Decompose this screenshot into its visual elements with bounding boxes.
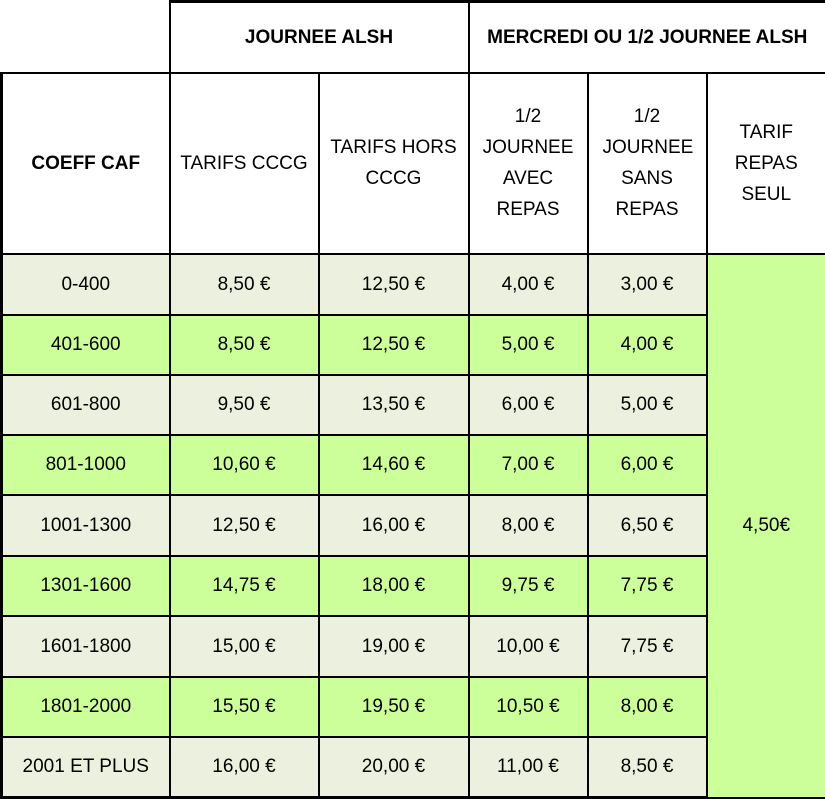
half-avec-repas-cell: 11,00 € <box>469 737 588 798</box>
coeff-cell: 801-1000 <box>2 435 170 495</box>
column-header-row <box>2 73 825 254</box>
tarif-hors-cccg-cell: 16,00 € <box>319 495 469 556</box>
half-avec-repas-cell: 10,50 € <box>469 677 588 737</box>
column-header-coeff: COEFF CAF <box>2 73 170 254</box>
meal-price-cell: 4,50€ <box>707 254 825 798</box>
coeff-cell: 1301-1600 <box>2 556 170 616</box>
corner-blank-cell <box>2 2 170 73</box>
table-row <box>2 375 825 435</box>
tarif-hors-cccg-cell: 12,50 € <box>319 315 469 375</box>
group-header-mercredi: MERCREDI OU 1/2 JOURNEE ALSH <box>469 2 825 73</box>
tarif-hors-cccg-cell: 18,00 € <box>319 556 469 616</box>
table-row <box>2 315 825 375</box>
tariff-rows <box>2 254 825 798</box>
column-header-tarifs-cccg: TARIFS CCCG <box>170 73 319 254</box>
column-header-tarifs-hors-cccg: TARIFS HORS CCCG <box>319 73 469 254</box>
tarif-cccg-cell: 8,50 € <box>170 254 319 315</box>
half-sans-repas-cell: 8,50 € <box>588 737 707 798</box>
coeff-cell: 2001 ET PLUS <box>2 737 170 798</box>
half-avec-repas-cell: 7,00 € <box>469 435 588 495</box>
tarif-cccg-cell: 16,00 € <box>170 737 319 798</box>
coeff-cell: 1001-1300 <box>2 495 170 556</box>
half-sans-repas-cell: 5,00 € <box>588 375 707 435</box>
table-row <box>2 556 825 616</box>
column-header-half-sans-repas: 1/2 JOURNEE SANS REPAS <box>588 73 707 254</box>
half-sans-repas-cell: 7,75 € <box>588 556 707 616</box>
tarif-hors-cccg-cell: 13,50 € <box>319 375 469 435</box>
half-sans-repas-cell: 8,00 € <box>588 677 707 737</box>
tarif-cccg-cell: 14,75 € <box>170 556 319 616</box>
tarif-cccg-cell: 9,50 € <box>170 375 319 435</box>
table-row <box>2 495 825 556</box>
group-header-journee: JOURNEE ALSH <box>170 2 469 73</box>
table-row <box>2 616 825 677</box>
half-sans-repas-cell: 4,00 € <box>588 315 707 375</box>
half-sans-repas-cell: 7,75 € <box>588 616 707 677</box>
half-avec-repas-cell: 5,00 € <box>469 315 588 375</box>
tarif-hors-cccg-cell: 14,60 € <box>319 435 469 495</box>
group-header-row <box>2 2 825 73</box>
tarif-hors-cccg-cell: 19,00 € <box>319 616 469 677</box>
half-avec-repas-cell: 8,00 € <box>469 495 588 556</box>
half-avec-repas-cell: 4,00 € <box>469 254 588 315</box>
coeff-cell: 601-800 <box>2 375 170 435</box>
tarif-cccg-cell: 10,60 € <box>170 435 319 495</box>
coeff-cell: 401-600 <box>2 315 170 375</box>
coeff-cell: 0-400 <box>2 254 170 315</box>
table-row <box>2 677 825 737</box>
half-avec-repas-cell: 9,75 € <box>469 556 588 616</box>
half-avec-repas-cell: 6,00 € <box>469 375 588 435</box>
half-sans-repas-cell: 6,50 € <box>588 495 707 556</box>
tarif-cccg-cell: 15,00 € <box>170 616 319 677</box>
table-row <box>2 737 825 798</box>
tarif-cccg-cell: 12,50 € <box>170 495 319 556</box>
tarif-hors-cccg-cell: 12,50 € <box>319 254 469 315</box>
table-row <box>2 435 825 495</box>
coeff-cell: 1801-2000 <box>2 677 170 737</box>
table-row <box>2 254 825 315</box>
tarif-cccg-cell: 8,50 € <box>170 315 319 375</box>
half-avec-repas-cell: 10,00 € <box>469 616 588 677</box>
half-sans-repas-cell: 6,00 € <box>588 435 707 495</box>
column-header-tarif-repas: TARIF REPAS SEUL <box>707 73 825 254</box>
tarif-cccg-cell: 15,50 € <box>170 677 319 737</box>
tarif-hors-cccg-cell: 19,50 € <box>319 677 469 737</box>
half-sans-repas-cell: 3,00 € <box>588 254 707 315</box>
column-header-half-avec-repas: 1/2 JOURNEE AVEC REPAS <box>469 73 588 254</box>
coeff-cell: 1601-1800 <box>2 616 170 677</box>
tarif-hors-cccg-cell: 20,00 € <box>319 737 469 798</box>
